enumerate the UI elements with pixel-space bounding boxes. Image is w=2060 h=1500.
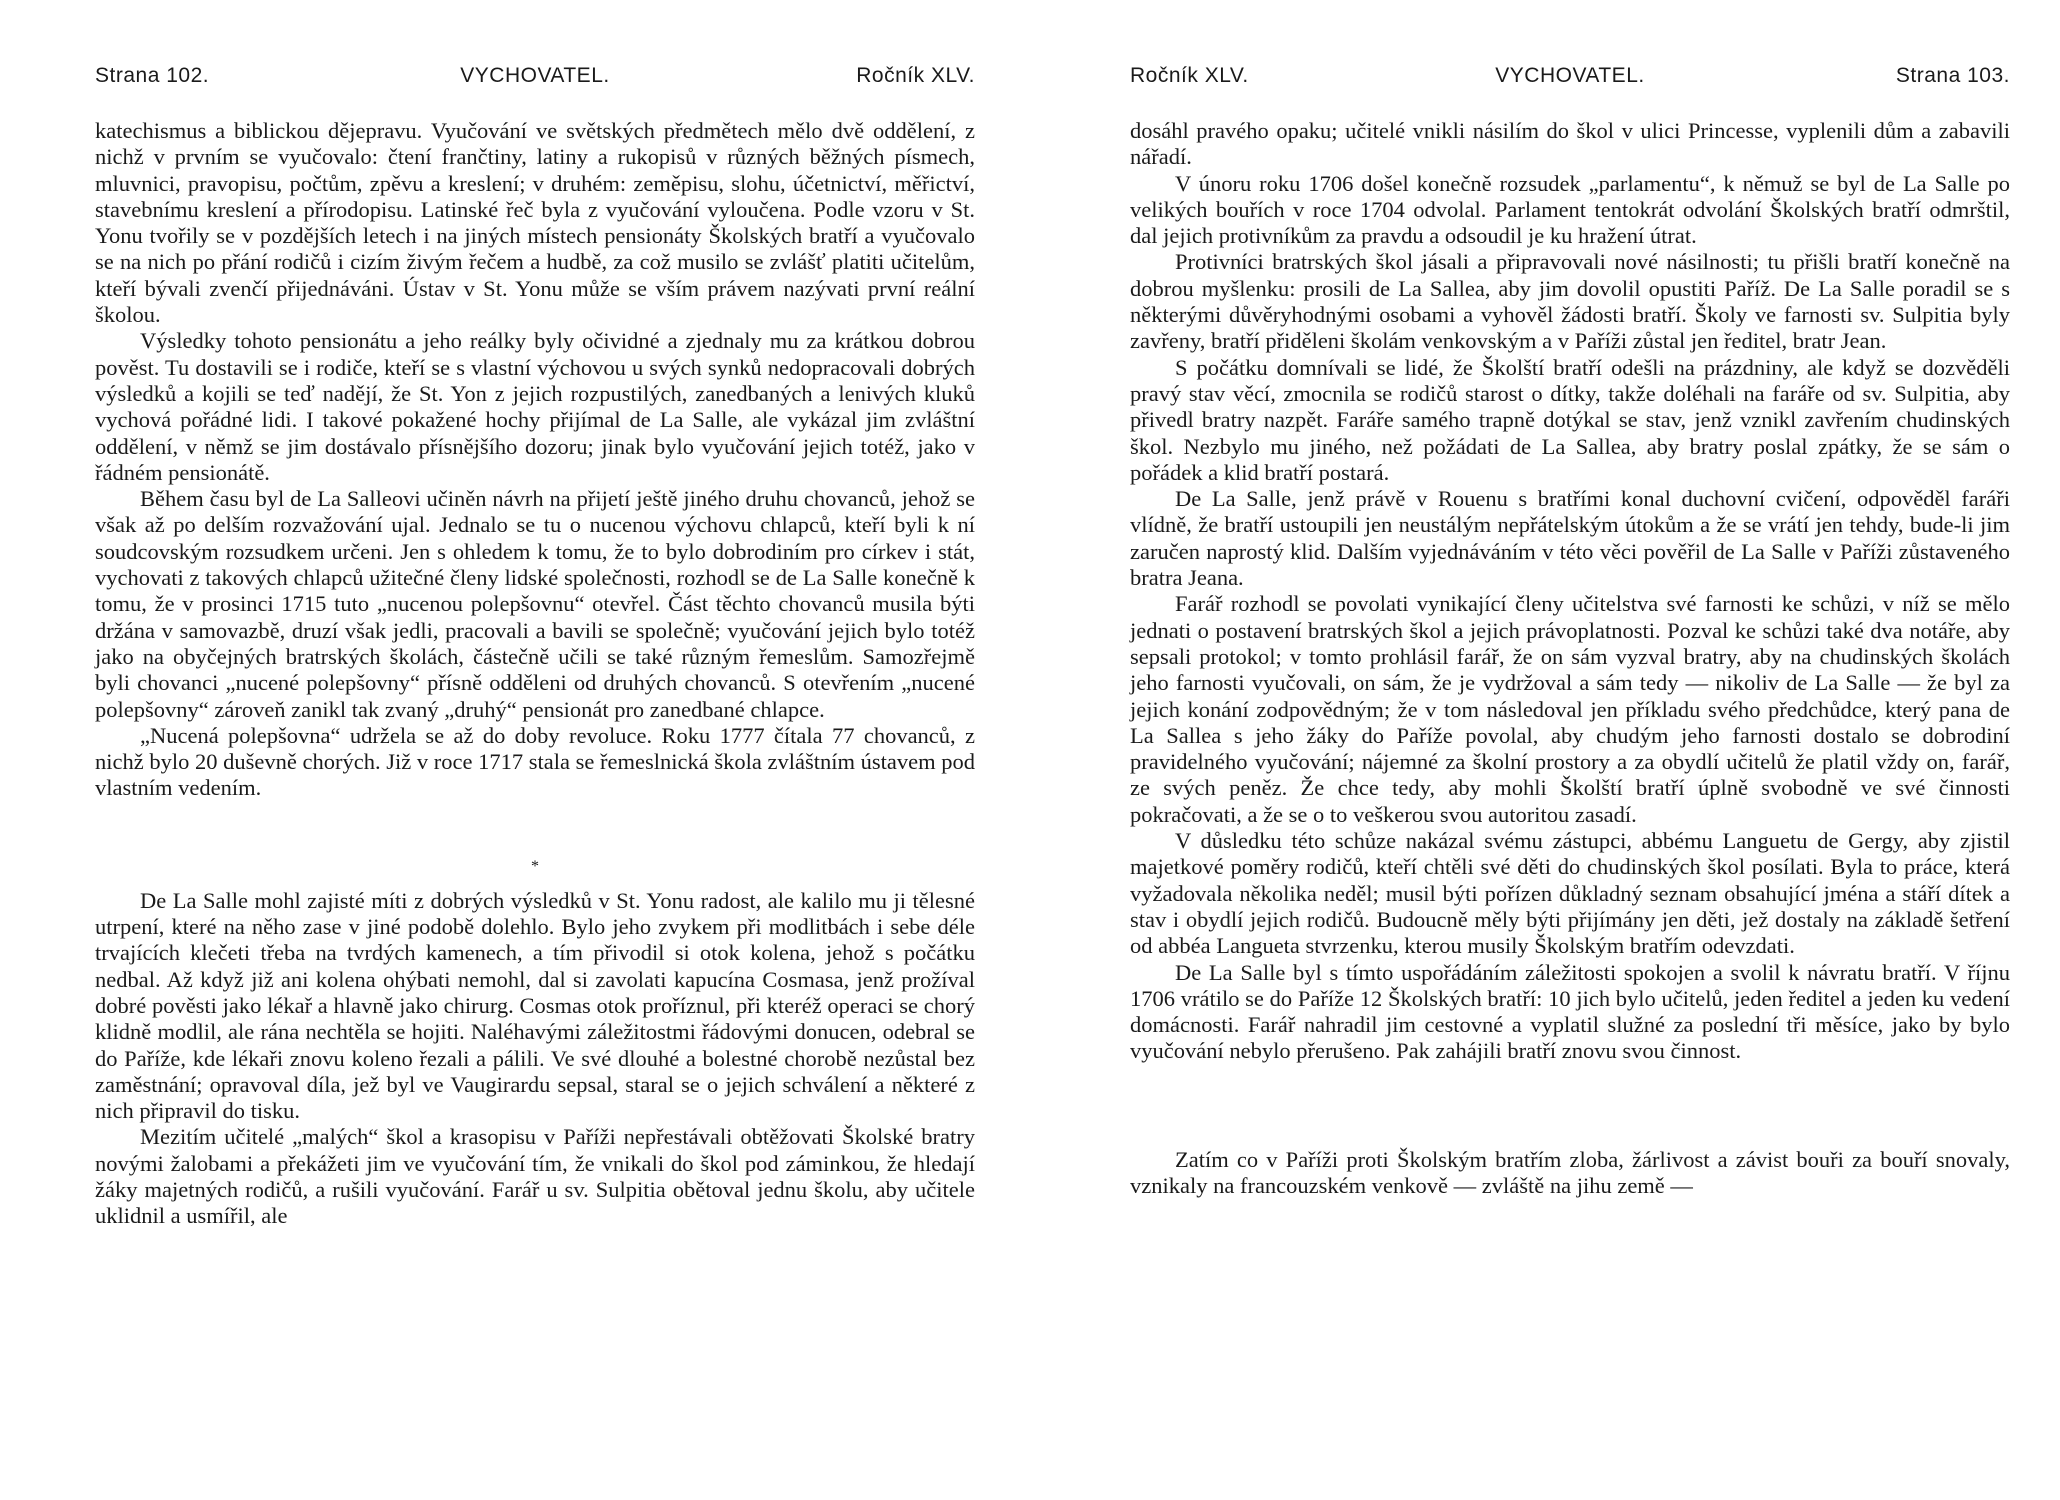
paragraph: Zatím co v Paříži proti Školským bratřím zloba, žárlivost a závist bouři za bouří snovaly, vznikaly na francouzském venkově — zvláště na jihu země —	[1130, 1146, 2010, 1198]
page-number: Strana 102.	[95, 64, 210, 87]
left-page-body	[95, 118, 975, 1230]
journal-title: VYCHOVATEL.	[460, 64, 610, 87]
paragraph: Během času byl de La Salleovi učiněn návrh na přijetí ještě jiného druhu chovanců, jehož se však až po delším rozvažování ujal. Jednalo se tu o nucenou výchovu chlapců, kteří byli k ní soudcovským rozsudkem určeni. Jen s ohledem k tomu, že to bylo dobrodiním pro církev i stát, vychovati z takových chlapců užitečné členy lidské společnosti, rozhodl se de La Salle konečně k tomu, že v prosinci 1715 tuto „nucenou polepšovnu“ otevřel. Část těchto chovanců musila býti držána v samovazbě, druzí však jedli, pracovali a bavili se společně; vyučování jejich bylo totéž jako na obyčejných bratrských školách, částečně učili se také různým řemeslům. Samozřejmě byli chovanci „nucené polepšovny“ přísně odděleni od druhých chovanců. S otevřením „nucené polepšovny“ zároveň zanikl tak zvaný „druhý“ pensionát pro zanedbané chlapce.	[95, 486, 975, 722]
paragraph: Farář rozhodl se povolati vynikající členy učitelstva své farnosti ke schůzi, v níž se mělo jednati o postavení bratrských škol a jejich právoplatnosti. Pozval ke schůzi také dva notáře, aby sepsali protokol; v tomto prohlásil farář, že on sám vyzval bratry, aby na chudinských školách jeho farnosti vyučovali, on sám, že je vydržoval a sám tedy — nikoliv de La Salle — že byl za jejich konání zodpovědným; že v tom následoval jen příkladu svého předchůdce, který pana de La Sallea s jeho žáky do Paříže povolal, aby chudým jeho farnosti dostalo se dobrodiní pravidelného vyučování; nájemné za školní prostory a za obydlí učitelů že platil vždy on, farář, ze svých peněz. Že chce tedy, aby mohli Školští bratří úplně svobodně ve své činnosti pokračovati, a že se o to veškerou svou autoritou zasadí.	[1130, 591, 2010, 827]
paragraph: dosáhl pravého opaku; učitelé vnikli násilím do škol v ulici Princesse, vyplenili dům a zabavili nářadí.	[1130, 118, 2010, 170]
right-page	[1130, 0, 2010, 1500]
page-number: Strana 103.	[1895, 64, 2010, 87]
paragraph: S počátku domnívali se lidé, že Školští bratří odešli na prázdniny, ale když se dozvěděli pravý stav věcí, zmocnila se rodičů starost o dítky, takže doléhali na faráře od sv. Sulpitia, aby přivedl bratry nazpět. Faráře samého trapně dotýkal se stav, jenž vznikl zavřením chudinských škol. Nezbylo mu jiného, než požádati de La Sallea, aby bratry poslal zpátky, že se sám o pořádek a klid bratří postará.	[1130, 354, 2010, 485]
section-separator: *	[531, 857, 539, 875]
paragraph: De La Salle mohl zajisté míti z dobrých výsledků v St. Yonu radost, ale kalilo mu ji tělesné utrpení, které na něho zase v jiné podobě dolehlo. Bylo jeho zvykem při modlitbách i sebe déle trvajících klečeti třeba na tvrdých kamenech, a tím přivodil si otok kolena, jehož s počátku nedbal. Až když již ani kolena ohýbati nemohl, dal si zavolati kapucína Cosmasa, jenž prožíval dobré pověsti jako lékař a hlavně jako chirurg. Cosmas otok proříznul, při kteréž operaci se chorý klidně modlil, ale rána nechtěla se hojiti. Naléhavými záležitostmi řádovými donucen, odebral se do Paříže, kde lékaři znovu koleno řezali a pálili. Ve své dlouhé a bolestné chorobě nezůstal bez zaměstnání; opravoval díla, jež byl ve Vaugirardu sepsal, staral se o jejich schválení a některé z nich připravil do tisku.	[95, 887, 975, 1124]
paragraph: De La Salle byl s tímto uspořádáním záležitosti spokojen a svolil k návratu bratří. V říjnu 1706 vrátilo se do Paříže 12 Školských bratří: 10 jich bylo učitelů, jeden ředitel a jeden ku vedení domácnosti. Farář nahradil jim cestovné a vyplatil služné za poslední tři měsíce, jako by bylo vyučování nebylo přerušeno. Pak zahájili bratří znovu svou činnost.	[1130, 959, 2010, 1064]
paragraph: katechismus a biblickou dějepravu. Vyučování ve světských předmětech mělo dvě oddělení, z nichž v prvním se vyučovalo: čtení frančtiny, latiny a rukopisů v různých běžných písmech, mluvnici, pravopisu, počtům, zpěvu a kreslení; v druhém: zeměpisu, slohu, účetnictví, měřictví, stavebnímu kreslení a přírodopisu. Latinské řeč byla z vyučování vyloučena. Podle vzoru v St. Yonu tvořily se v pozdějších letech i na jiných místech pensionáty Školských bratří a vyučovalo se na nich po přání rodičů i cizím živým řečem a hudbě, za což musilo se zvlášť platiti učitelům, kteří bývali zvenčí přijednáváni. Ústav v St. Yonu může se vším právem nazývati první reální školou.	[95, 118, 975, 328]
volume-label: Ročník XLV.	[1130, 64, 1249, 87]
paragraph: De La Salle, jenž právě v Rouenu s bratřími konal duchovní cvičení, odpověděl faráři vlídně, že bratří ustoupili jen neustálým nepřátelským útokům a že se vrátí jen tehdy, bude-li jim zaručen naprostý klid. Dalším vyjednáváním v této věci pověřil de La Salle v Paříži zůstaveného bratra Jeana.	[1130, 486, 2010, 591]
right-page-header	[1130, 64, 2010, 94]
journal-title: VYCHOVATEL.	[1495, 64, 1645, 87]
left-page	[95, 0, 975, 1500]
paragraph: V důsledku této schůze nakázal svému zástupci, abbému Languetu de Gergy, aby zjistil majetkové poměry rodičů, kteří chtěli své děti do chudinských škol posílati. Byla to práce, která vyžadovala několika neděl; musil býti pořízen důkladný seznam obsahující jména a stáří dítek a stav i obydlí jejich rodičů. Budoucně měly býti přijímány jen děti, jež dostaly na základě šetření od abbéa Langueta stvrzenku, kterou musily Školským bratřím odevzdati.	[1130, 828, 2010, 959]
volume-label: Ročník XLV.	[856, 64, 975, 87]
right-page-body	[1130, 118, 2010, 1199]
paragraph: „Nucená polepšovna“ udržela se až do doby revoluce. Roku 1777 čítala 77 chovanců, z nichž bylo 20 duševně chorých. Již v roce 1717 stala se řemeslnická škola zvláštním ústavem pod vlastním vedením.	[95, 722, 975, 801]
left-page-header	[95, 64, 975, 94]
paragraph: Protivníci bratrských škol jásali a připravovali nové násilnosti; tu přišli bratří konečně na dobrou myšlenku: prosili de La Sallea, aby jim dovolil opustiti Paříž. De La Salle poradil se s některými důvěryhodnými osobami a vyhověl žádosti bratří. Školy ve farnosti sv. Sulpitia byly zavřeny, bratří přiděleni školám venkovským a v Paříži zůstal jen ředitel, bratr Jean.	[1130, 249, 2010, 354]
paragraph: Výsledky tohoto pensionátu a jeho reálky byly očividné a zjednaly mu za krátkou dobrou pověst. Tu dostavili se i rodiče, kteří se s vlastní výchovou u svých synků nedopracovali dobrých výsledků a kojili se teď nadějí, že St. Yon z jejich rozpustilých, zanedbaných a lenivých kluků vychová pořádné lidi. I takové pokažené hochy přijímal de La Salle, ale vykázal jim zvláštní oddělení, v němž se jim dostávalo přísnějšího dozoru; jinak bylo vyučování jejich totéž, jako v řádném pensionátě.	[95, 328, 975, 485]
paragraph: Mezitím učitelé „malých“ škol a krasopisu v Paříži nepřestávali obtěžovati Školské bratry novými žalobami a překážeti jim ve vyučování tím, že vnikali do škol pod záminkou, že hledají žáky majetných rodičů, a rušili vyučování. Farář u sv. Sulpitia obětoval jednu školu, aby učitele uklidnil a usmířil, ale	[95, 1124, 975, 1229]
paragraph: V únoru roku 1706 došel konečně rozsudek „parlamentu“, k němuž se byl de La Salle po velikých bouřích v roce 1704 odvolal. Parlament tentokrát odvolání Školských bratří odmrštil, dal jejich protivníkům za pravdu a odsoudil je ku hražení útrat.	[1130, 170, 2010, 249]
section-gap	[1130, 1065, 2010, 1147]
